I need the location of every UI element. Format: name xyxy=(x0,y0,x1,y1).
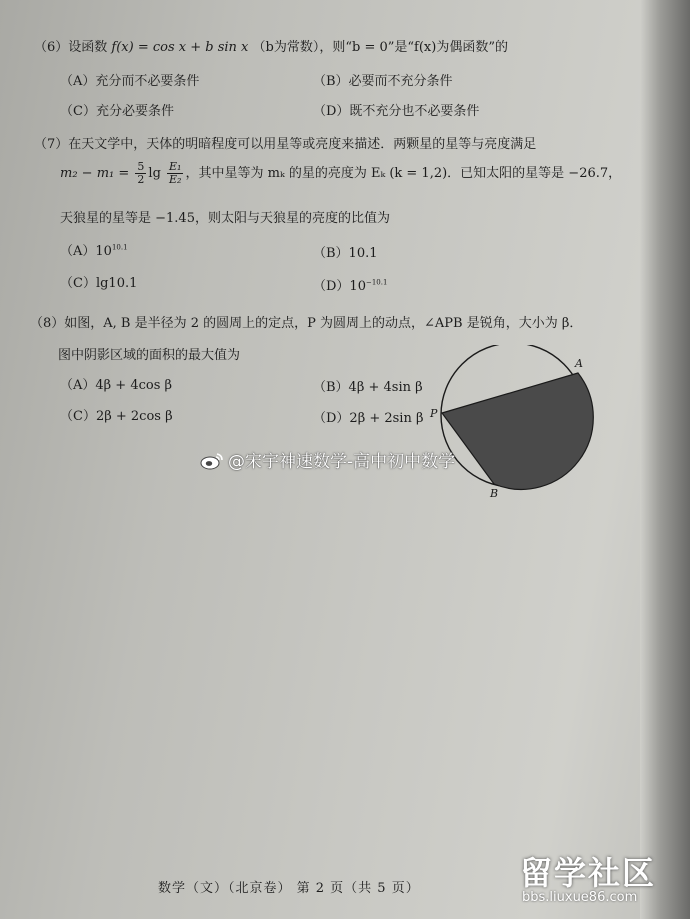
page-edge-shadow xyxy=(640,0,690,919)
weibo-watermark xyxy=(200,447,455,472)
q8-line2: 图中阴影区域的面积的最大值为 xyxy=(58,348,241,363)
q7-fraction-E: $\frac{\text{E₁}}{\text{E₂}}$ xyxy=(169,160,182,186)
q7-option-c: （C）lg10.1 xyxy=(60,276,138,291)
q7-line2-rest: ，其中星等为 mₖ 的星的亮度为 Eₖ (k = 1,2)．已知太阳的星等是 −26.7， xyxy=(185,166,622,181)
q6-condition: （b为常数），则“b = 0”是“f(x)为偶函数”的 xyxy=(252,40,508,55)
q8-option-b: （B）4β + 4sin β xyxy=(313,380,423,395)
weibo-icon xyxy=(200,452,224,470)
q7-option-b: （B）10.1 xyxy=(313,246,378,261)
q6-option-c: （C）充分必要条件 xyxy=(60,104,174,119)
q6-function: f(x) = cos x + b sin x xyxy=(111,40,249,55)
q7-formula-left: m₂ − m₁ = xyxy=(60,166,130,181)
page-footer: 数学（文）（北京卷） 第 2 页（共 5 页） xyxy=(158,881,420,896)
watermark-text: @宋宇神速数学-高中初中数学 xyxy=(228,452,456,472)
q7-line1: （7）在天文学中，天体的明暗程度可以用星等或亮度来描述．两颗星的星等与亮度满足 xyxy=(34,137,537,152)
q7-option-a: $(A)10^{10.1}$ xyxy=(60,243,128,259)
q7-log: lg xyxy=(148,166,161,181)
q8-line1: （8）如图，A, B 是半径为 2 的圆周上的定点，P 为圆周上的动点，∠APB 是锐角，大小为 β． xyxy=(30,316,583,331)
q6-option-b: （B）必要而不充分条件 xyxy=(313,74,453,89)
site-url: bbs.liuxue86.com xyxy=(522,890,638,905)
q7-formula-line xyxy=(60,161,621,186)
label-a: A xyxy=(575,357,583,370)
q6-option-d: （D）既不充分也不必要条件 xyxy=(313,104,480,119)
shaded-region xyxy=(442,373,593,489)
q6-option-a: （A）充分而不必要条件 xyxy=(60,74,200,89)
q6-stem xyxy=(34,36,508,55)
label-b: B xyxy=(490,487,499,500)
q7-option-d: $(D)10^{-10.1}$ xyxy=(313,278,388,294)
site-logo: 留学社区 xyxy=(520,854,657,892)
q7-fraction-5-2: $\frac{5}{2}$ xyxy=(137,160,145,186)
q7-line3: 天狼星的星等是 −1.45，则太阳与天狼星的亮度的比值为 xyxy=(60,211,390,226)
q8-circle-figure xyxy=(425,345,600,505)
label-p: P xyxy=(430,407,438,420)
q8-option-c: （C）2β + 2cos β xyxy=(60,409,173,424)
q8-option-d: （D）2β + 2sin β xyxy=(313,411,424,426)
q8-option-a: （A）4β + 4cos β xyxy=(60,378,173,393)
q6-prefix: （6）设函数 xyxy=(34,40,108,55)
